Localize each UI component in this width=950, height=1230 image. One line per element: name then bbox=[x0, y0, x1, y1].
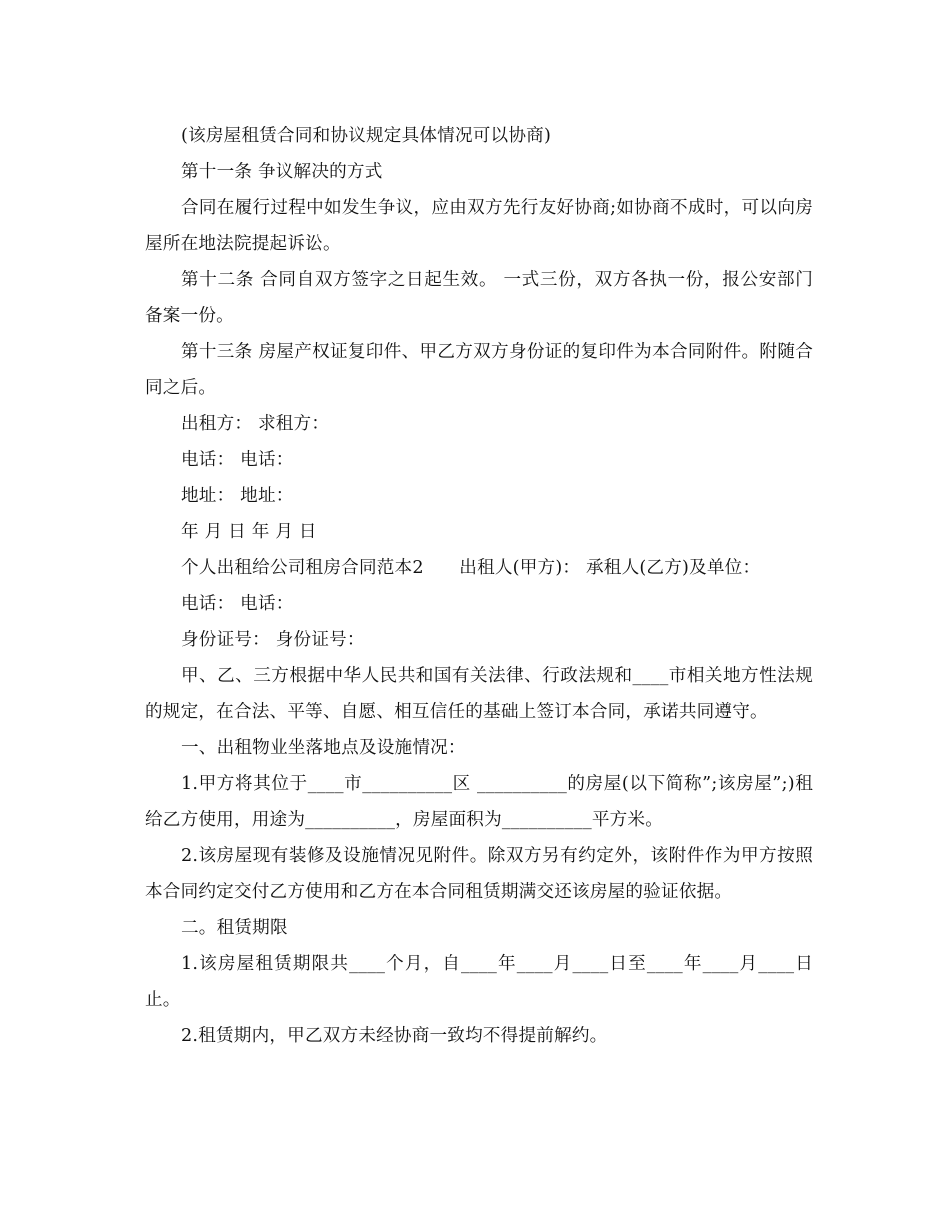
paragraph-id-number: 身份证号： 身份证号： bbox=[181, 630, 365, 650]
paragraph-section-1-heading: 一、出租物业坐落地点及设施情况： bbox=[181, 738, 466, 758]
paragraph-lessor-lessee: 出租方： 求租方： bbox=[181, 414, 330, 434]
paragraph-preamble: 甲、乙、三方根据中华人民共和国有关法律、行政法规和____市相关地方性法规的规定，在合法、平等、自愿、相互信任的基础上签订本合同，承诺共同遵守。 bbox=[145, 666, 813, 722]
paragraph-phone-2: 电话： 电话： bbox=[181, 594, 294, 614]
paragraph-template-title: 个人出租给公司租房合同范本2 出租人(甲方)： 承租人(乙方)及单位： bbox=[181, 558, 761, 578]
paragraph-section-2-heading: 二。租赁期限 bbox=[181, 918, 288, 938]
paragraph-section-2-item-1: 1.该房屋租赁期限共____个月，自____年____月____日至____年____月____日止。 bbox=[145, 954, 813, 1010]
paragraph-article-11-heading: 第十一条 争议解决的方式 bbox=[181, 162, 383, 182]
paragraph-address: 地址： 地址： bbox=[181, 486, 294, 506]
paragraph-note: (该房屋租赁合同和协议规定具体情况可以协商) bbox=[181, 126, 552, 146]
paragraph-article-13: 第十三条 房屋产权证复印件、甲乙方双方身份证的复印件为本合同附件。附随合同之后。 bbox=[145, 342, 813, 398]
paragraph-section-1-item-2: 2.该房屋现有装修及设施情况见附件。除双方另有约定外，该附件作为甲方按照本合同约定交付乙方使用和乙方在本合同租赁期满交还该房屋的验证依据。 bbox=[145, 846, 813, 902]
document-body bbox=[145, 118, 813, 1054]
paragraph-article-12: 第十二条 合同自双方签字之日起生效。 一式三份，双方各执一份，报公安部门备案一份。 bbox=[145, 270, 813, 326]
paragraph-dispute-resolution: 合同在履行过程中如发生争议，应由双方先行友好协商;如协商不成时，可以向房屋所在地法院提起诉讼。 bbox=[145, 198, 813, 254]
paragraph-section-2-item-2: 2.租赁期内，甲乙双方未经协商一致均不得提前解约。 bbox=[181, 1026, 608, 1046]
paragraph-phone: 电话： 电话： bbox=[181, 450, 294, 470]
paragraph-section-1-item-1: 1.甲方将其位于____市__________区 __________的房屋(以下简称”;该房屋”;)租给乙方使用，用途为__________，房屋面积为__________平方米。 bbox=[145, 774, 813, 830]
paragraph-date: 年 月 日 年 月 日 bbox=[181, 522, 317, 542]
